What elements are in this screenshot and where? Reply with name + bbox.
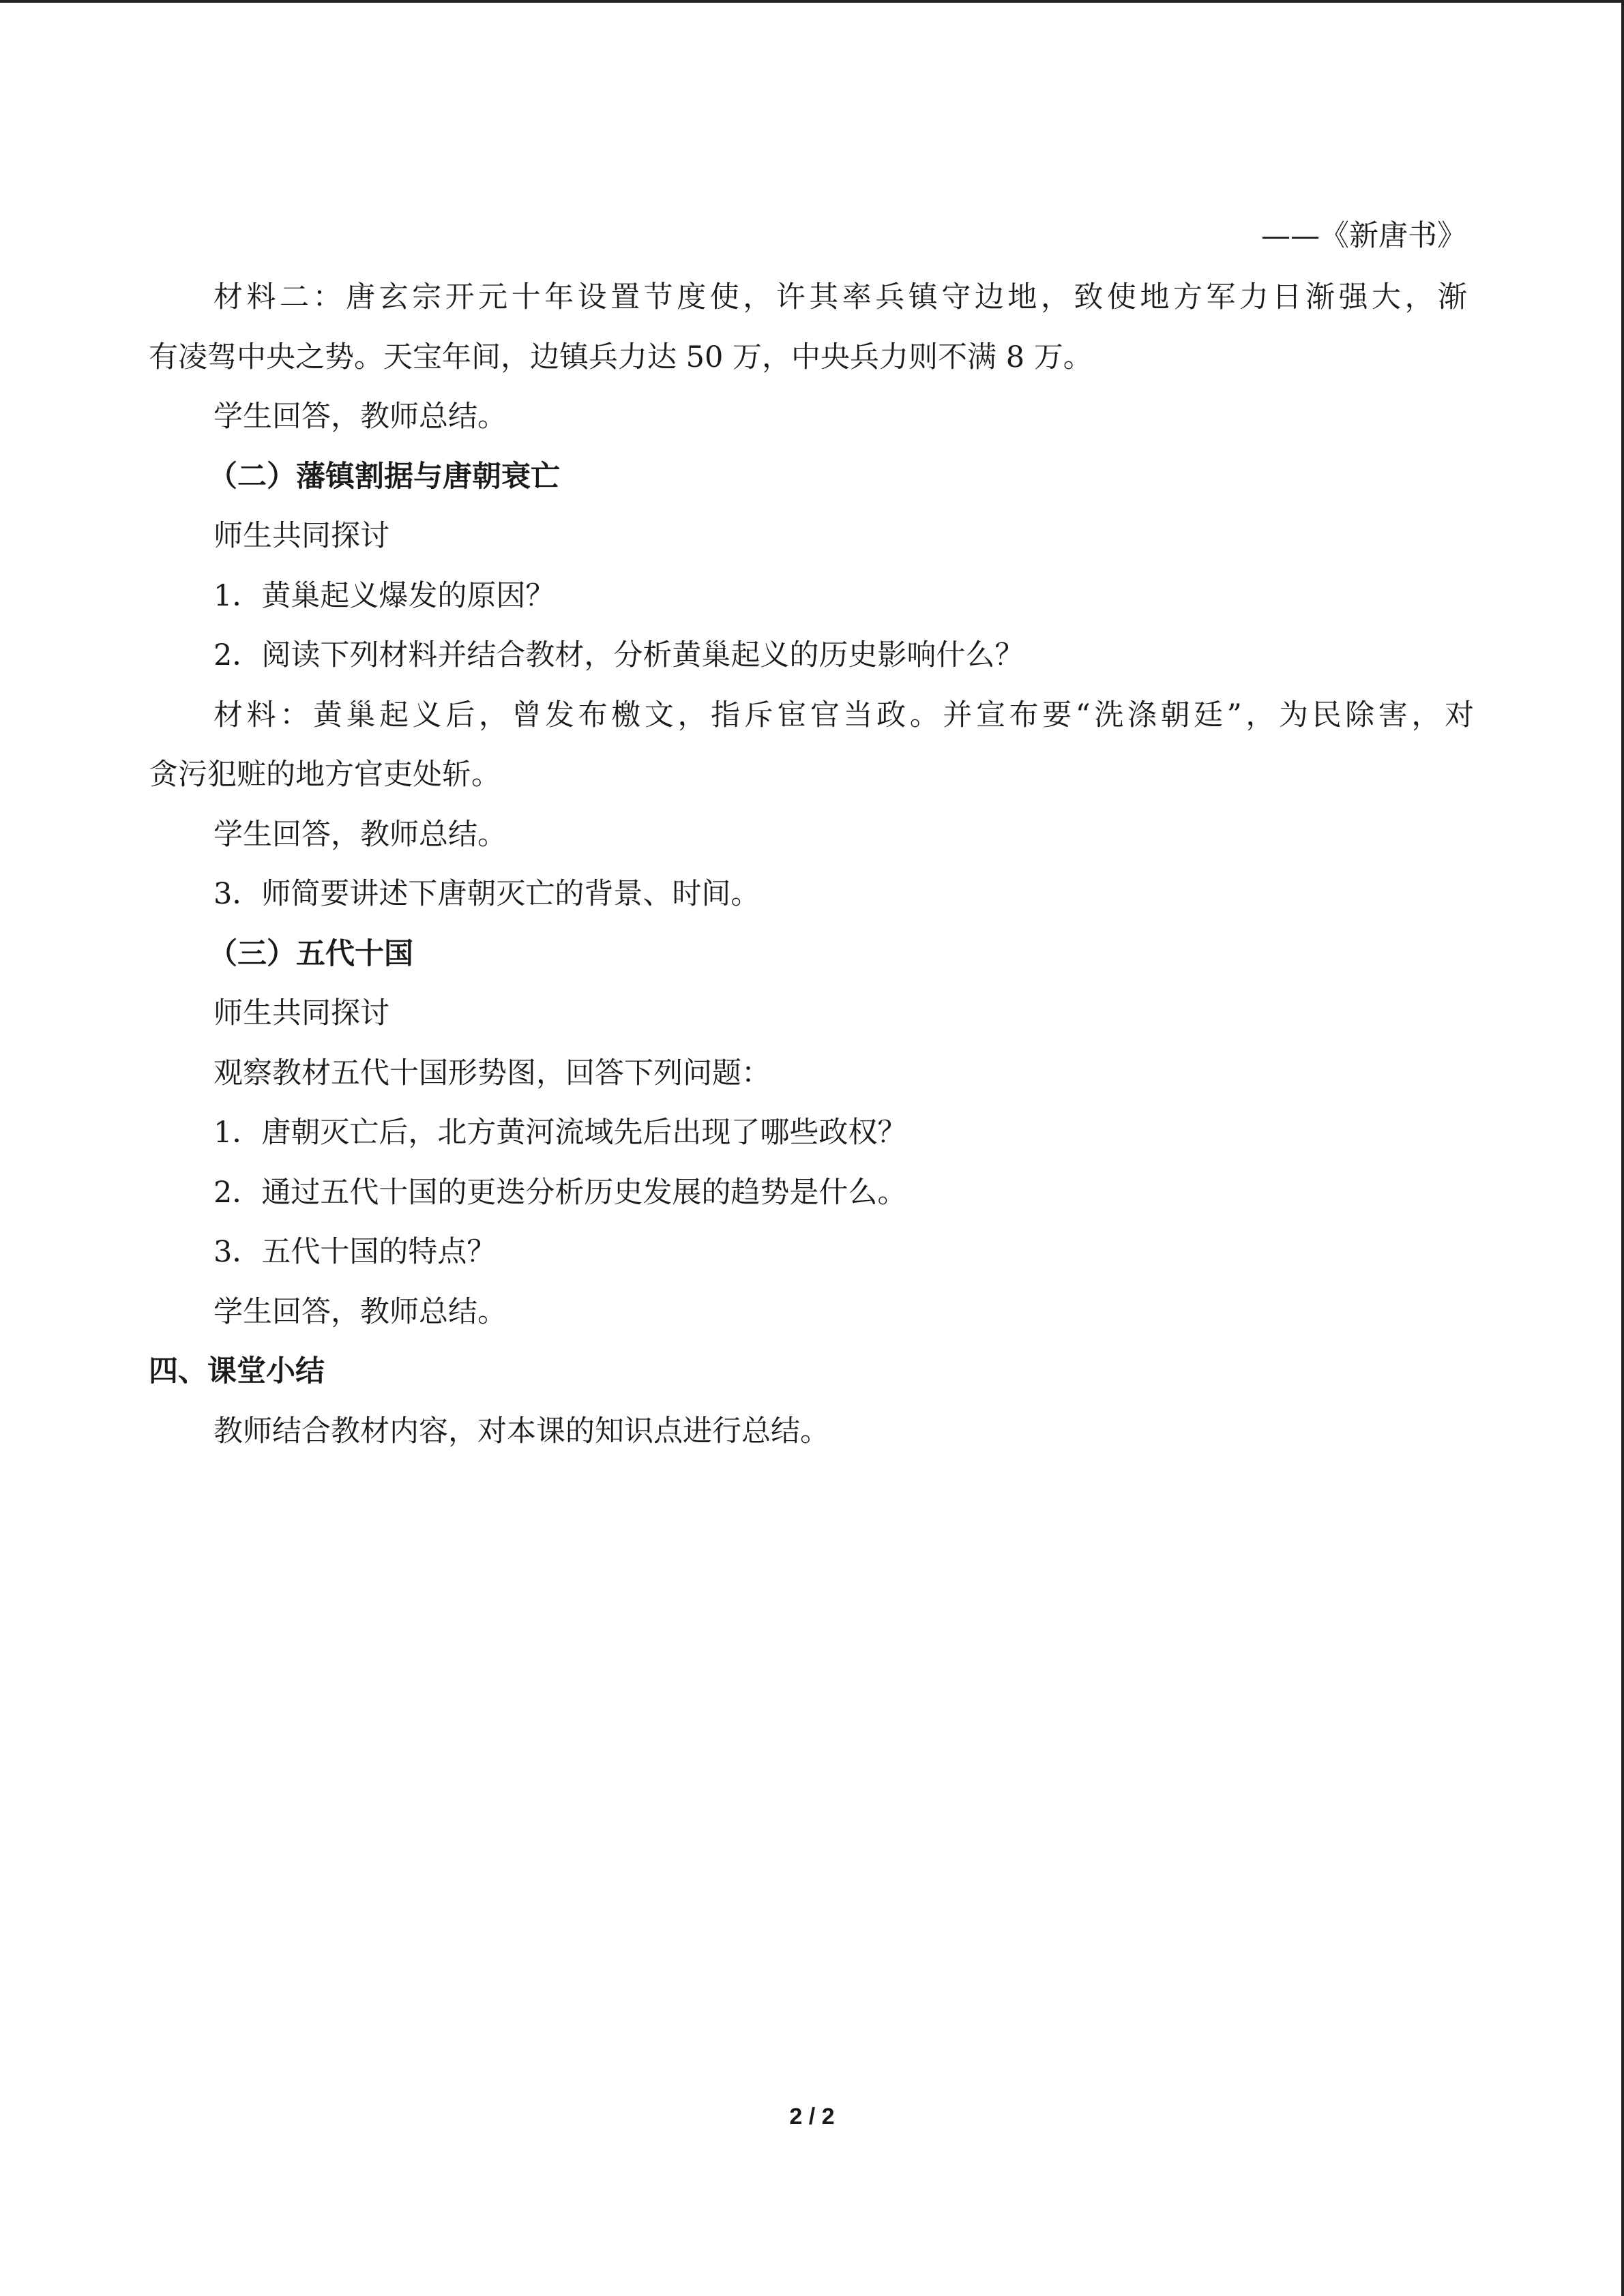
question-2-3: 3．五代十国的特点？ bbox=[213, 1235, 497, 1269]
section-heading-3: （三）五代十国 bbox=[208, 937, 413, 971]
student-answer-2: 学生回答，教师总结。 bbox=[213, 818, 507, 852]
page-top-border bbox=[0, 0, 1624, 3]
question-2-1: 1．唐朝灭亡后，北方黄河流域先后出现了哪些政权？ bbox=[213, 1116, 907, 1150]
student-answer-3: 学生回答，教师总结。 bbox=[213, 1295, 507, 1329]
material-line-2: 贪污犯赃的地方官吏处斩。 bbox=[149, 758, 501, 792]
section-heading-4: 四、课堂小结 bbox=[149, 1354, 325, 1388]
question-1-2: 2．阅读下列材料并结合教材，分析黄巢起义的历史影响什么？ bbox=[213, 638, 1024, 672]
page-right-border bbox=[1621, 0, 1624, 2296]
section-heading-2: （二）藩镇割据与唐朝衰亡 bbox=[208, 460, 560, 494]
material-two-line-1: 材料二：唐玄宗开元十年设置节度使，许其率兵镇守边地，致使地方军力日渐强大，渐 bbox=[213, 280, 1467, 314]
page-number: 2 / 2 bbox=[789, 2104, 835, 2130]
discussion-2: 师生共同探讨 bbox=[213, 996, 389, 1030]
discussion-1: 师生共同探讨 bbox=[213, 519, 389, 553]
material-line-1: 材料：黄巢起义后，曾发布檄文，指斥宦官当政。并宣布要“洗涤朝廷”，为民除害，对 bbox=[213, 698, 1474, 732]
question-1-1: 1．黄巢起义爆发的原因？ bbox=[213, 579, 555, 613]
summary-text: 教师结合教材内容，对本课的知识点进行总结。 bbox=[213, 1414, 829, 1448]
material-two-line-2: 有凌驾中央之势。天宝年间，边镇兵力达 50 万，中央兵力则不满 8 万。 bbox=[149, 340, 1093, 374]
question-1-3: 3．师简要讲述下唐朝灭亡的背景、时间。 bbox=[213, 877, 761, 911]
question-2-2: 2．通过五代十国的更迭分析历史发展的趋势是什么。 bbox=[213, 1176, 907, 1210]
student-answer-1: 学生回答，教师总结。 bbox=[213, 400, 507, 434]
citation-source: ——《新唐书》 bbox=[1261, 219, 1466, 253]
observe-instruction: 观察教材五代十国形势图，回答下列问题： bbox=[213, 1056, 771, 1090]
